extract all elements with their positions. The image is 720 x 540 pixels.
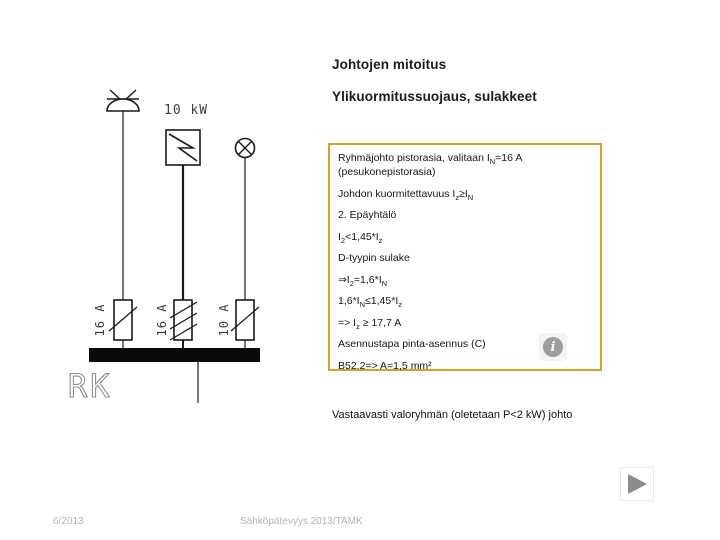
fuse-3 bbox=[231, 300, 259, 348]
heater-symbol bbox=[166, 130, 200, 165]
footer-date: 6/2013 bbox=[53, 516, 84, 527]
note-line: B52.2=> A=1,5 mm² bbox=[338, 360, 432, 372]
fuse-3-label: 10 A bbox=[217, 303, 231, 337]
note-line: $1,6*I_N\le 1,45*I_z$ bbox=[338, 295, 402, 310]
note-box bbox=[328, 143, 602, 371]
note-line: Ryhmäjohto pistorasia, valitaan $I_N=16$ A bbox=[338, 152, 523, 167]
next-arrow-icon bbox=[628, 474, 647, 494]
info-icon[interactable]: i bbox=[543, 337, 563, 357]
bottom-note: Vastaavasti valoryhmän (oletetaan P<2 kW) johto bbox=[332, 409, 573, 421]
page-title: Johtojen mitoitus bbox=[332, 57, 447, 72]
fuse-2 bbox=[170, 300, 197, 348]
note-line: $\Rightarrow I_2=1,6*I_N$ bbox=[338, 274, 388, 289]
lamp-symbol bbox=[236, 139, 255, 158]
info-icon-container[interactable] bbox=[539, 333, 567, 361]
next-slide-button[interactable] bbox=[620, 467, 654, 501]
page-subtitle: Ylikuormitussuojaus, sulakkeet bbox=[332, 89, 537, 104]
footer-course-label: Sähköpätevyys 2013/TAMK bbox=[240, 516, 363, 527]
busbar bbox=[89, 348, 260, 362]
note-line: D-tyypin sulake bbox=[338, 252, 410, 264]
panel-label: RK bbox=[68, 367, 113, 405]
socket-outlet-symbol bbox=[107, 90, 139, 111]
note-line: $I_2<1,45*I_z$ bbox=[338, 231, 383, 246]
note-line: Asennustapa pinta-asennus (C) bbox=[338, 338, 486, 350]
note-line: Johdon kuormitettavuus $I_z\ge I_N$ bbox=[338, 188, 474, 203]
power-label: 10 kW bbox=[164, 103, 209, 118]
note-line: 2. Epäyhtälö bbox=[338, 209, 397, 221]
circuit-diagram bbox=[60, 80, 270, 415]
note-line: => $I_z \ge 17,7$ A bbox=[338, 317, 402, 332]
note-line: (pesukonepistorasia) bbox=[338, 166, 436, 178]
fuse-1-label: 16 A bbox=[93, 303, 107, 337]
fuse-1 bbox=[109, 300, 137, 348]
fuse-2-label: 16 A bbox=[155, 303, 169, 337]
